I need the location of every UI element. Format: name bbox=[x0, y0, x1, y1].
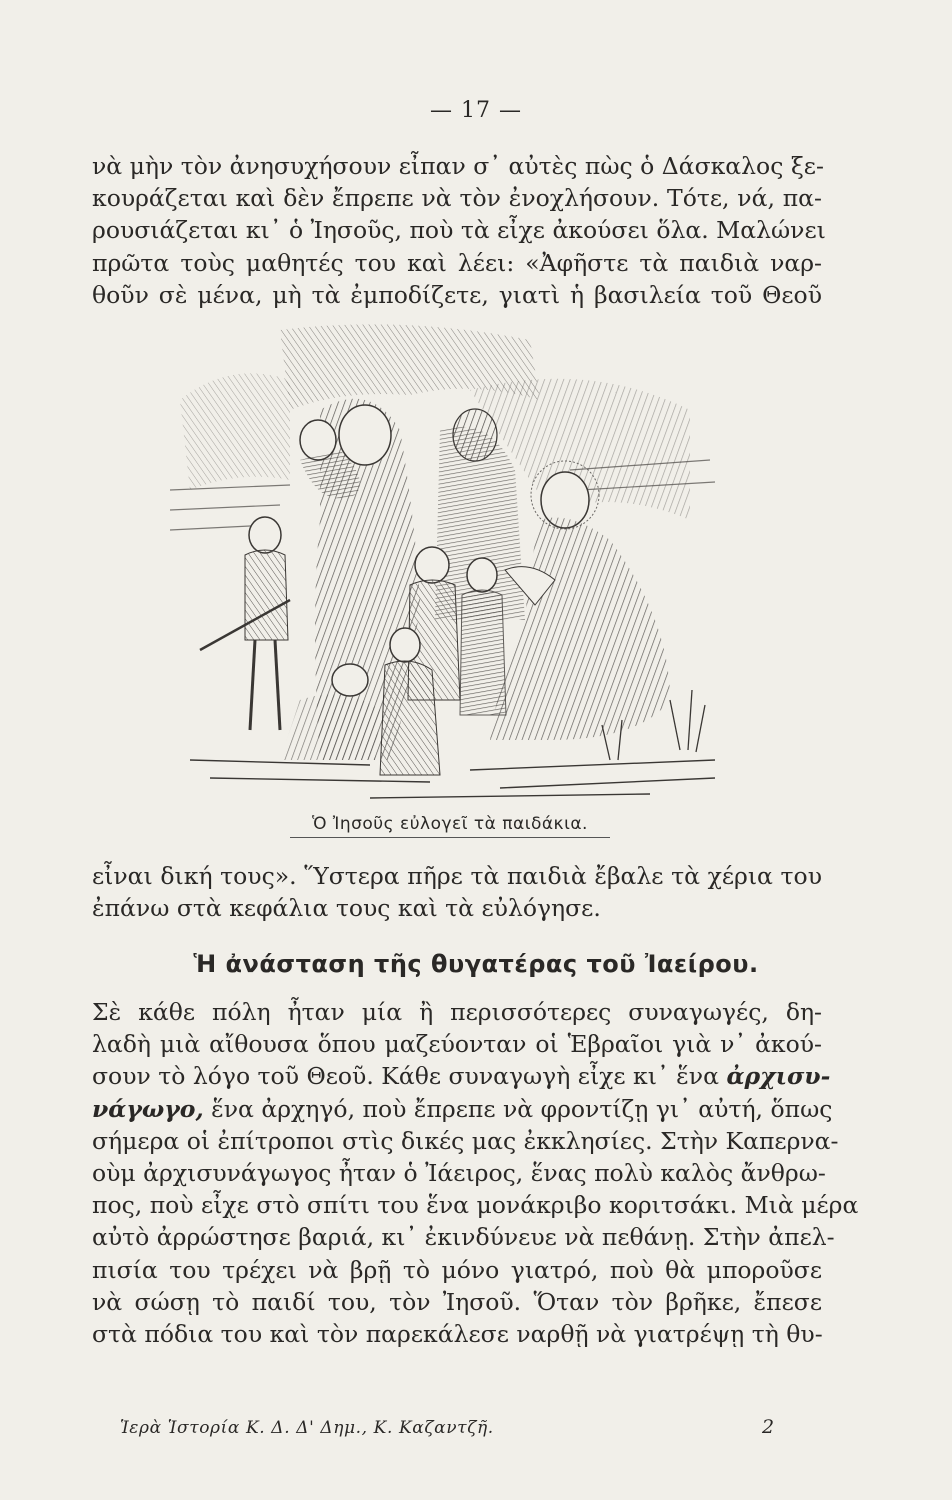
footer-book-title: Ἱερὰ Ἱστορία Κ. Δ. Δ' Δημ., Κ. Καζαντζῆ. bbox=[120, 1418, 494, 1438]
text-line: αὐτὸ ἀρρώστησε βαριά, κι᾿ ἐκινδύνευε νὰ πεθάνῃ. Στὴν ἀπελ- bbox=[92, 1223, 835, 1252]
text-line bbox=[92, 1060, 831, 1092]
text-line: θοῦν σὲ μένα, μὴ τὰ ἐμποδίζετε, γιατὶ ἡ βασιλεία τοῦ Θεοῦ bbox=[92, 280, 822, 309]
text-line: εἶναι δική τους». Ὕστερα πῆρε τὰ παιδιὰ ἔβαλε τὰ χέρια του bbox=[92, 862, 822, 890]
text-line bbox=[92, 1093, 833, 1125]
footer-signature-number: 2 bbox=[762, 1416, 775, 1438]
page-number: — 17 — bbox=[430, 98, 522, 123]
paragraph-intro bbox=[92, 150, 826, 311]
text-segment: ἕνα ἀρχηγό, ποὺ ἔπρεπε νὰ φροντίζῃ γι᾿ αὐτή, ὅπως bbox=[211, 1094, 833, 1123]
paragraph-jairus bbox=[92, 996, 859, 1350]
emphasized-term: νάγωγο, bbox=[92, 1094, 204, 1123]
engraving-illustration bbox=[170, 320, 715, 810]
text-line: κουράζεται καὶ δὲν ἔπρεπε νὰ τὸν ἐνοχλήσουν. Τότε, νά, πα- bbox=[92, 184, 822, 213]
text-line: πισία του τρέχει νὰ βρῇ τὸ μόνο γιατρό, ποὺ θὰ μποροῦσε bbox=[92, 1255, 822, 1284]
text-line: νὰ μὴν τὸν ἀνησυχήσουν εἶπαν σ᾿ αὐτὲς πὼς ὁ Δάσκαλος ξε- bbox=[92, 152, 824, 180]
emphasized-term: ἀρχισυ- bbox=[726, 1062, 831, 1091]
text-line: ἐπάνω στὰ κεφάλια τους καὶ τὰ εὐλόγησε. bbox=[92, 894, 601, 923]
text-line: στὰ πόδια του καὶ τὸν παρεκάλεσε ναρθῇ νὰ γιατρέψῃ τὴ θυ- bbox=[92, 1320, 823, 1349]
text-line: πος, ποὺ εἶχε στὸ σπίτι του ἕνα μονάκριβο κοριτσάκι. Μιὰ μέρα bbox=[92, 1191, 859, 1220]
text-line: Σὲ κάθε πόλη ἦταν μία ἢ περισσότερες συναγωγές, δη- bbox=[92, 998, 822, 1026]
text-line: πρῶτα τοὺς μαθητές του καὶ λέει: «Ἀφῆστε τὰ παιδιὰ ναρ- bbox=[92, 248, 822, 277]
text-line: σήμερα οἱ ἐπίτροποι στὶς δικές μας ἐκκλησίες. Στὴν Καπερνα- bbox=[92, 1126, 839, 1155]
text-segment: σουν τὸ λόγο τοῦ Θεοῦ. Κάθε συναγωγὴ εἶχε κι᾿ ἕνα bbox=[92, 1062, 719, 1091]
illustration-caption: Ὁ Ἰησοῦς εὐλογεῖ τὰ παιδάκια. bbox=[312, 814, 588, 834]
text-line: οὺμ ἀρχισυνάγωγος ἦταν ὁ Ἰάειρος, ἕνας πολὺ καλὸς ἄνθρω- bbox=[92, 1159, 826, 1188]
paragraph-blessing bbox=[92, 860, 822, 924]
text-line: ρουσιάζεται κι᾿ ὁ Ἰησοῦς, ποὺ τὰ εἶχε ἀκούσει ὅλα. Μαλώνει bbox=[92, 216, 826, 245]
caption-rule bbox=[290, 837, 610, 838]
text-line: νὰ σώσῃ τὸ παιδί του, τὸν Ἰησοῦ. Ὅταν τὸν βρῆκε, ἔπεσε bbox=[92, 1287, 822, 1316]
text-line: λαδὴ μιὰ αἴθουσα ὅπου μαζεύονταν οἱ Ἑβραῖοι γιὰ ν᾿ ἀκού- bbox=[92, 1030, 822, 1059]
section-heading: Ἡ ἀνάσταση τῆς θυγατέρας τοῦ Ἰαείρου. bbox=[193, 950, 759, 978]
